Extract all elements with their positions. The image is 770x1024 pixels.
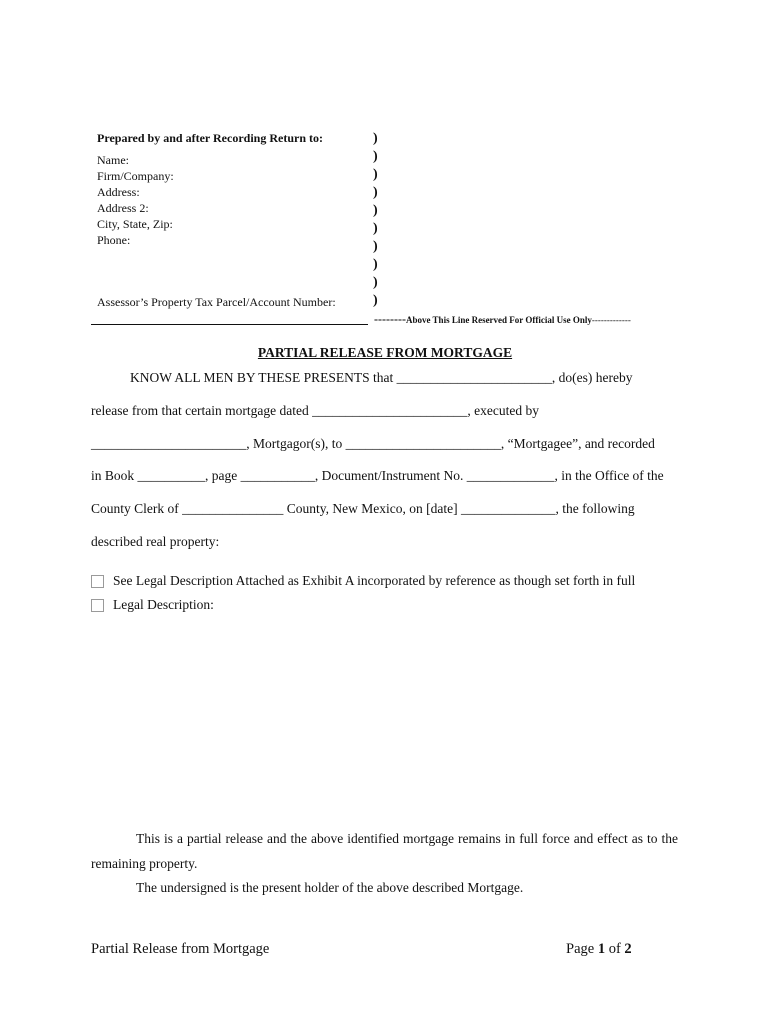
paren: ) (373, 149, 378, 164)
body-line-2: release from that certain mortgage dated _______________________, executed by (91, 403, 539, 418)
official-text: Above This Line Reserved For Official Use Only (405, 315, 592, 325)
paren: ) (373, 275, 378, 290)
body-line-6: described real property: (91, 534, 220, 549)
exhibit-a-checkbox[interactable] (91, 575, 104, 588)
exhibit-a-label: See Legal Description Attached as Exhibit A incorporated by reference as though set forth in full (113, 573, 636, 588)
partial-release-text: This is a partial release and the above identified mortgage remains in full force and effect as to the remaining property. (91, 831, 678, 871)
paren: ) (373, 131, 378, 146)
paren: ) (373, 257, 378, 272)
legal-description-option[interactable] (91, 597, 214, 613)
page-current: 1 (597, 941, 606, 957)
city-state-zip-field-label: City, State, Zip: (97, 217, 173, 231)
page-indicator (566, 941, 632, 958)
address2-field-label: Address 2: (97, 201, 149, 215)
firm-field-label: Firm/Company: (97, 169, 174, 183)
paren: ) (373, 203, 378, 218)
official-trailing: ------------- (591, 315, 631, 325)
document-title: PARTIAL RELEASE FROM MORTGAGE (257, 345, 513, 360)
parcel-number-label: Assessor’s Property Tax Parcel/Account Number: (97, 295, 336, 309)
body-line-1: KNOW ALL MEN BY THESE PRESENTS that _______________________, do(es) hereby (130, 370, 633, 385)
footer-title: Partial Release from Mortgage (91, 941, 270, 957)
name-field-label: Name: (97, 153, 129, 167)
paren: ) (373, 239, 378, 254)
page-of: of (608, 941, 621, 957)
exhibit-a-option[interactable] (91, 573, 635, 589)
paren: ) (373, 221, 378, 236)
paren: ) (373, 293, 378, 308)
prepared-by-heading: Prepared by and after Recording Return to: (97, 131, 323, 145)
body-line-5: County Clerk of _______________ County, New Mexico, on [date] ______________, the following (91, 501, 635, 516)
parenthesis-column (373, 130, 383, 310)
official-use-notice (374, 312, 631, 327)
partial-release-paragraph (91, 826, 678, 876)
body-line-3: _______________________, Mortgagor(s), to _______________________, “Mortgagee”, and recorded (91, 436, 655, 451)
holder-statement: The undersigned is the present holder of the above described Mortgage. (136, 880, 524, 895)
paren: ) (373, 185, 378, 200)
page-total: 2 (624, 941, 632, 957)
paren: ) (373, 167, 378, 182)
address-field-label: Address: (97, 185, 140, 199)
legal-description-label: Legal Description: (113, 597, 214, 612)
parcel-signature-line (91, 324, 368, 325)
legal-description-checkbox[interactable] (91, 599, 104, 612)
page-word: Page (566, 941, 595, 957)
official-dashes: -------- (374, 312, 406, 326)
body-line-4: in Book __________, page ___________, Document/Instrument No. _____________, in the Office of the (91, 468, 664, 483)
phone-field-label: Phone: (97, 233, 131, 247)
